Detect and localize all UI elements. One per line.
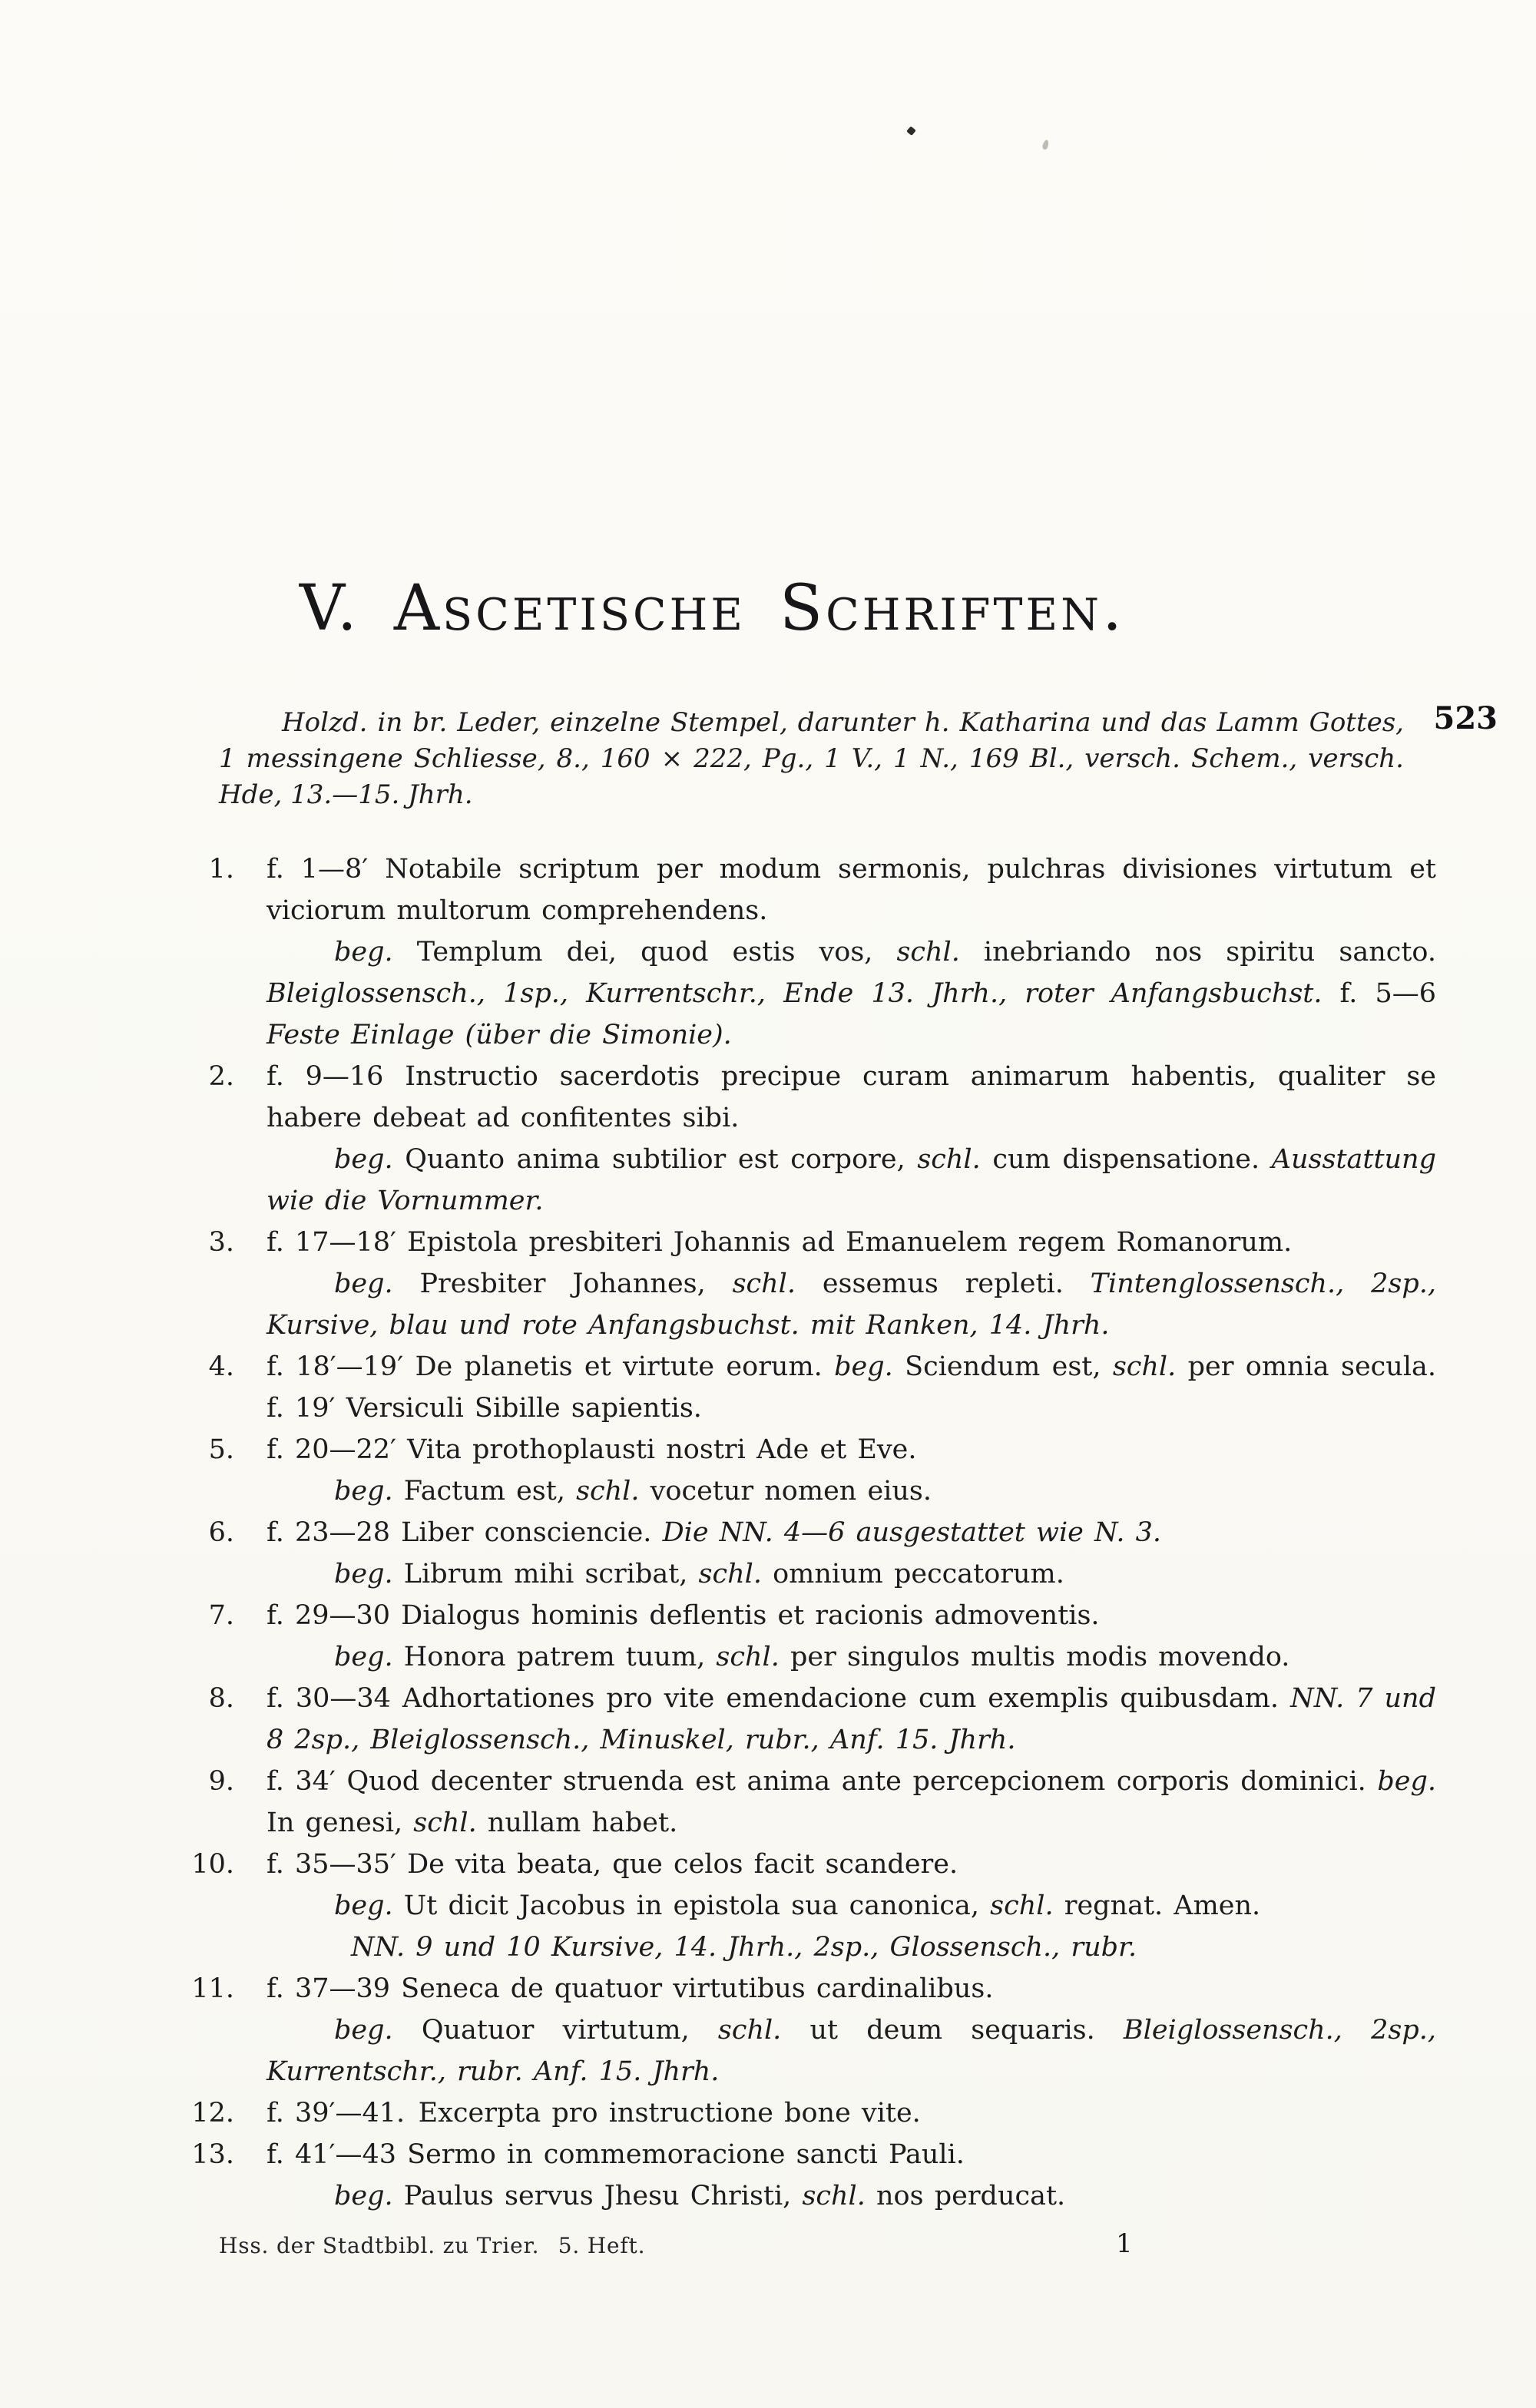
- italic-text-segment: beg.: [334, 1144, 393, 1175]
- entry-paragraph: [266, 1595, 1436, 1636]
- entry-number: 7.: [208, 1600, 234, 1631]
- text-segment: per singulos multis modis movendo.: [779, 1642, 1290, 1672]
- entry-paragraph: [266, 1885, 1436, 1927]
- manuscript-description: [219, 705, 1436, 813]
- text-segment: Librum mihi scribat,: [392, 1559, 699, 1589]
- section-title: V. Ascetische Schriften.: [299, 572, 1126, 645]
- italic-text-segment: beg.: [334, 937, 393, 968]
- italic-text-segment: beg.: [834, 1351, 893, 1382]
- entry-paragraph: [266, 931, 1436, 1056]
- manuscript-number: 523: [1433, 700, 1498, 736]
- italic-text-segment: schl.: [896, 937, 960, 968]
- catalog-entry: [208, 1595, 1436, 1678]
- italic-text-segment: schl.: [917, 1144, 981, 1175]
- entry-paragraph: [266, 1553, 1436, 1595]
- text-segment: Ut dicit Jacobus in epistola sua canonica,: [392, 1890, 991, 1921]
- text-segment: f. 9—16 Instructio sacerdotis precipue curam animarum habentis, qualiter se habere debeat ad confitentes sibi.: [266, 1061, 1436, 1133]
- text-segment: Factum est,: [392, 1476, 577, 1507]
- italic-text-segment: schl.: [698, 1559, 762, 1589]
- italic-text-segment: schl.: [717, 2015, 782, 2046]
- catalog-entry: [208, 1222, 1436, 1346]
- text-segment: cum dispensatione.: [980, 1144, 1272, 1175]
- catalog-entry: [208, 1346, 1436, 1429]
- entry-paragraph: [266, 2175, 1436, 2217]
- italic-text-segment: Feste Einlage (über die Simonie).: [266, 1020, 732, 1050]
- entry-paragraph: [266, 2009, 1436, 2092]
- italic-text-segment: schl.: [716, 1642, 780, 1672]
- text-segment: f. 1—8′ Notabile scriptum per modum sermonis, pulchras divisiones virtutum et viciorum multorum comprehendens.: [266, 854, 1436, 926]
- catalog-entry: [191, 1968, 1436, 2092]
- entry-paragraph: [266, 2092, 1436, 2134]
- text-segment: essemus repleti.: [796, 1268, 1091, 1299]
- text-segment: ut deum sequaris.: [781, 2015, 1124, 2046]
- italic-text-segment: schl.: [990, 1890, 1054, 1921]
- entry-number: 1.: [208, 854, 234, 885]
- text-segment: f. 37—39 Seneca de quatuor virtutibus cardinalibus.: [266, 1973, 994, 2004]
- entry-paragraph: [266, 848, 1436, 931]
- catalog-entry: [208, 848, 1437, 1056]
- ink-speck: [1041, 139, 1049, 150]
- text-segment: Quatuor virtutum,: [392, 2015, 718, 2046]
- catalog-entry: [208, 1761, 1436, 1844]
- entry-number: 5.: [208, 1434, 234, 1465]
- entry-paragraph: [266, 2134, 1436, 2175]
- text-segment: Paulus servus Jhesu Christi,: [392, 2181, 803, 2211]
- italic-text-segment: Holzd. in br. Leder, einzelne Stempel, darunter h. Katharina und das Lamm Gottes, 1 messingene Schliesse, 8., 160 × 222, Pg., 1 V., 1 N., 169 Bl., versch. Schem., versch. Hde, 13.—15. Jhrh.: [219, 707, 1404, 810]
- text-segment: inebriando nos spiritu sancto.: [959, 937, 1437, 968]
- text-block: [191, 572, 1498, 2217]
- text-segment: Honora patrem tuum,: [392, 1642, 717, 1672]
- entry-paragraph: [266, 1346, 1436, 1429]
- entry-paragraph: [266, 1429, 1436, 1470]
- entry-number: 11.: [191, 1973, 234, 2004]
- entry-number: 13.: [191, 2139, 234, 2170]
- italic-text-segment: Die NN. 4—6 ausgestattet wie N. 3.: [662, 1517, 1162, 1548]
- entry-paragraph: [266, 1678, 1436, 1761]
- text-segment: omnium peccatorum.: [761, 1559, 1064, 1589]
- entry-number: 9.: [208, 1766, 234, 1797]
- italic-text-segment: Tintenglossensch., 2sp., Kursive, blau und rote Anfangsbuchst. mit Ranken, 14. Jhrh.: [266, 1268, 1436, 1341]
- italic-text-segment: schl.: [413, 1808, 477, 1838]
- text-segment: Quanto anima subtilior est corpore,: [392, 1144, 918, 1175]
- catalog-entry: [191, 2134, 1436, 2217]
- entry-number: 4.: [208, 1351, 234, 1382]
- text-segment: Sciendum est,: [892, 1351, 1113, 1382]
- text-segment: vocetur nomen eius.: [639, 1476, 932, 1507]
- text-segment: f. 39′—41. Excerpta pro instructione bone vite.: [266, 2098, 921, 2128]
- text-segment: Presbiter Johannes,: [392, 1268, 733, 1299]
- catalog-entry: [191, 2092, 1436, 2134]
- italic-text-segment: schl.: [802, 2181, 866, 2211]
- text-segment: nos perducat.: [865, 2181, 1066, 2211]
- entry-paragraph: [266, 1636, 1436, 1678]
- entry-number: 12.: [191, 2098, 234, 2128]
- italic-text-segment: schl.: [732, 1268, 796, 1299]
- italic-text-segment: NN. 9 und 10 Kursive, 14. Jhrh., 2sp., Glossensch., rubr.: [351, 1932, 1137, 1963]
- italic-text-segment: schl.: [576, 1476, 640, 1507]
- text-segment: f. 30—34 Adhortationes pro vite emendacione cum exemplis quibusdam.: [266, 1683, 1291, 1714]
- italic-text-segment: NN. 7 und 8 2sp., Bleiglossensch., Minuskel, rubr., Anf. 15. Jhrh.: [266, 1683, 1436, 1755]
- text-segment: f. 29—30 Dialogus hominis deflentis et racionis admoventis.: [266, 1600, 1100, 1631]
- footer-signature: Hss. der Stadtbibl. zu Trier. 5. Heft.: [219, 2233, 646, 2258]
- entry-paragraph: [266, 1968, 1436, 2009]
- catalog-entry: [208, 1429, 1436, 1512]
- text-segment: f. 17—18′ Epistola presbiteri Johannis ad Emanuelem regem Romanorum.: [266, 1227, 1293, 1258]
- text-segment: f. 18′—19′ De planetis et virtute eorum.: [266, 1351, 835, 1382]
- page-number: 1: [1116, 2228, 1133, 2259]
- entry-paragraph: [266, 1761, 1436, 1844]
- manuscript-header: [219, 700, 1498, 813]
- entry-paragraph: [266, 1139, 1436, 1222]
- text-segment: per omnia secula. f. 19′ Versiculi Sibille sapientis.: [266, 1351, 1436, 1424]
- text-segment: In genesi,: [266, 1808, 414, 1838]
- entry-paragraph: [266, 1844, 1436, 1885]
- catalog-entry: [208, 1678, 1436, 1761]
- entry-list: [191, 848, 1437, 2217]
- entry-paragraph: [266, 1512, 1436, 1553]
- entry-paragraph: [266, 1927, 1436, 1968]
- italic-text-segment: beg.: [1377, 1766, 1436, 1797]
- catalog-entry: [191, 1844, 1436, 1968]
- text-segment: f. 23—28 Liber consciencie.: [266, 1517, 663, 1548]
- italic-text-segment: beg.: [334, 2015, 393, 2046]
- page-footer: [219, 2228, 1436, 2259]
- text-segment: f. 5—6: [1322, 978, 1436, 1009]
- italic-text-segment: beg.: [334, 1268, 393, 1299]
- catalog-entry: [208, 1056, 1436, 1222]
- text-segment: f. 41′—43 Sermo in commemoracione sancti Pauli.: [266, 2139, 965, 2170]
- ink-speck: [906, 126, 916, 136]
- italic-text-segment: beg.: [334, 2181, 393, 2211]
- italic-text-segment: beg.: [334, 1559, 393, 1589]
- italic-text-segment: beg.: [334, 1476, 393, 1507]
- italic-text-segment: Bleiglossensch., 2sp., Kurrentschr., rubr. Anf. 15. Jhrh.: [266, 2015, 1436, 2087]
- italic-text-segment: Bleiglossensch., 1sp., Kurrentschr., Ende 13. Jhrh., roter Anfangsbuchst.: [266, 978, 1322, 1009]
- entry-number: 3.: [208, 1227, 234, 1258]
- text-segment: regnat. Amen.: [1053, 1890, 1261, 1921]
- text-segment: nullam habet.: [476, 1808, 678, 1838]
- entry-number: 6.: [208, 1517, 234, 1548]
- italic-text-segment: beg.: [334, 1642, 393, 1672]
- text-segment: f. 35—35′ De vita beata, que celos facit scandere.: [266, 1849, 958, 1880]
- entry-paragraph: [266, 1056, 1436, 1139]
- entry-paragraph: [266, 1470, 1436, 1512]
- text-segment: f. 20—22′ Vita prothoplausti nostri Ade et Eve.: [266, 1434, 917, 1465]
- entry-number: 8.: [208, 1683, 234, 1714]
- entry-paragraph: [266, 1263, 1436, 1346]
- entry-paragraph: [266, 1222, 1436, 1263]
- entry-number: 10.: [191, 1849, 234, 1880]
- text-segment: f. 34′ Quod decenter struenda est anima ante percepcionem corporis dominici.: [266, 1766, 1378, 1797]
- text-segment: Templum dei, quod estis vos,: [392, 937, 897, 968]
- italic-text-segment: beg.: [334, 1890, 393, 1921]
- italic-text-segment: Ausstattung wie die Vornummer.: [266, 1144, 1436, 1216]
- entry-number: 2.: [208, 1061, 234, 1092]
- catalog-entry: [208, 1512, 1436, 1595]
- italic-text-segment: schl.: [1112, 1351, 1177, 1382]
